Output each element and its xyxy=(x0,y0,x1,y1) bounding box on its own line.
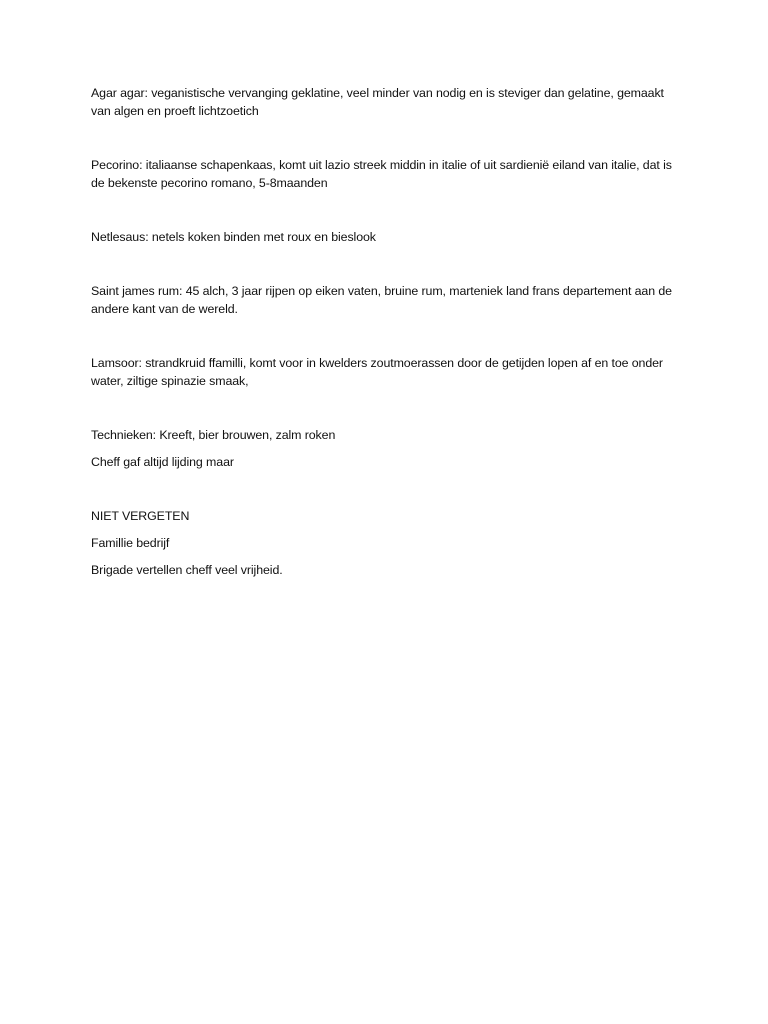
paragraph-netlesaus: Netlesaus: netels koken binden met roux en bieslook xyxy=(91,230,376,244)
paragraph-brigade: Brigade vertellen cheff veel vrijheid. xyxy=(91,563,283,577)
paragraph-cheff: Cheff gaf altijd lijding maar xyxy=(91,455,234,469)
paragraph-saint-james-rum: Saint james rum: 45 alch, 3 jaar rijpen op eiken vaten, bruine rum, marteniek land frans departement aan de andere kant van de wereld. xyxy=(91,284,672,316)
paragraph-agar-agar: Agar agar: veganistische vervanging geklatine, veel minder van nodig en is steviger dan gelatine, gemaakt van algen en proeft lichtzoetich xyxy=(91,86,664,118)
paragraph-niet-vergeten: NIET VERGETEN xyxy=(91,509,190,523)
paragraph-lamsoor: Lamsoor: strandkruid ffamilli, komt voor in kwelders zoutmoerassen door de getijden lopen af en toe onder water, ziltige spinazie smaak, xyxy=(91,356,663,388)
document-body xyxy=(91,84,681,579)
paragraph-technieken: Technieken: Kreeft, bier brouwen, zalm roken xyxy=(91,428,336,442)
paragraph-famillie-bedrijf: Famillie bedrijf xyxy=(91,536,170,550)
paragraph-pecorino: Pecorino: italiaanse schapenkaas, komt uit lazio streek middin in italie of uit sardienië eiland van italie, dat is de bekenste pecorino romano, 5-8maanden xyxy=(91,158,672,190)
